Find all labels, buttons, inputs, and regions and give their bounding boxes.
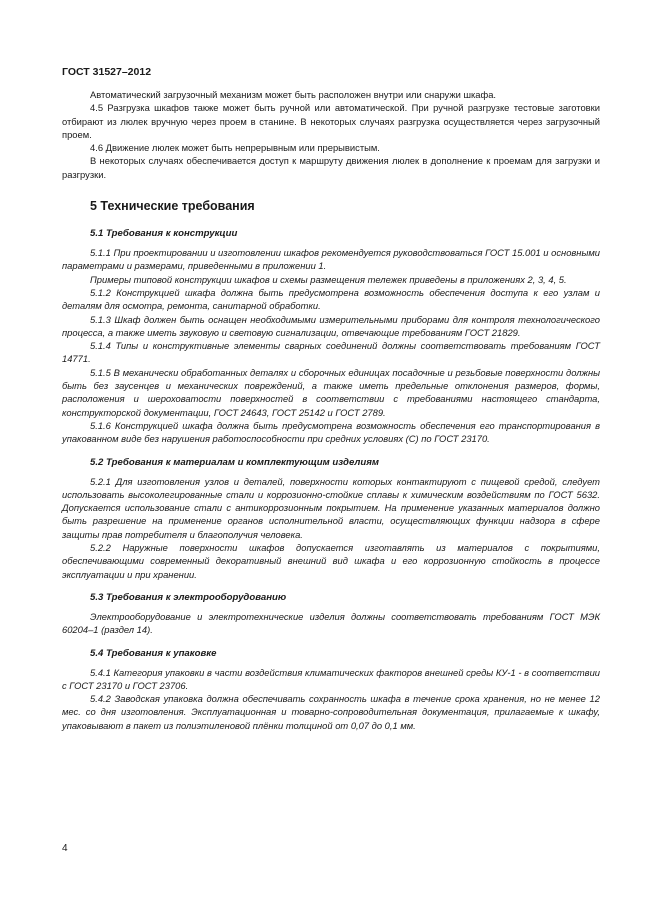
paragraph-5-1-5: 5.1.5 В механически обработанных деталях и сборочных единицах посадочные и резьбовые поверхности должны быть без заусенцев и механических повреждений, а также иметь предельные отклонения размеров, формы, расположения и шероховатости поверхностей в соответствии с требованиями настоящего стандарта, конструкторской документации, ГОСТ 24643, ГОСТ 25142 и ГОСТ 2789.	[62, 366, 600, 418]
subsection-5-2-title: 5.2 Требования к материалам и комплектующим изделиям	[90, 456, 379, 468]
paragraph-5-4-2: 5.4.2 Заводская упаковка должна обеспечивать сохранность шкафа в течение срока хранения, но не менее 12 мес. со дня изготовления. Эксплуатационная и товарно-сопроводительная документация, прилагаемые к шкафу, упаковывают в пакет из полиэтиленовой плёнки толщиной от 0,07 до 0,1 мм.	[62, 693, 600, 731]
intro-paragraph-4: В некоторых случаях обеспечивается доступ к маршруту движения люлек в дополнение к проемам для загрузки и разгрузки.	[62, 155, 600, 180]
subsection-5-1-title: 5.1 Требования к конструкции	[90, 228, 238, 240]
paragraph-5-1-2: 5.1.2 Конструкцией шкафа должна быть предусмотрена возможность обеспечения доступа к его узлам и деталям для осмотра, ремонта, санитарной обработки.	[62, 286, 600, 312]
intro-paragraph-1: Автоматический загрузочный механизм может быть расположен внутри или снаружи шкафа.	[90, 89, 497, 100]
paragraph-5-1-3: 5.1.3 Шкаф должен быть оснащен необходимыми измерительными приборами для контроля технологического процесса, а также иметь звуковую и световую сигнализации, отвечающие требованиям ГОСТ 21829.	[62, 313, 600, 338]
intro-paragraph-2: 4.5 Разгрузка шкафов также может быть ручной или автоматической. При ручной разгрузке тестовые заготовки отбирают из люлек вручную через проем в станине. В некоторых случаях разгрузка осуществляется через загрузочный проем.	[62, 102, 600, 140]
paragraph-5-1-4: 5.1.4 Типы и конструктивные элементы сварных соединений должны соответствовать требованиям ГОСТ 14771.	[62, 340, 600, 365]
paragraph-5-1-1-examples: Примеры типовой конструкции шкафов и схемы размещения тележек приведены в приложениях 2, 3, 4, 5.	[90, 273, 567, 285]
document-header: ГОСТ 31527–2012	[62, 66, 152, 78]
paragraph-5-2-1: 5.2.1 Для изготовления узлов и деталей, поверхности которых контактируют с пищевой средой, следует использовать высоколегированные стали и коррозионно-стойкие сплавы к химическим воздействиям по ГОСТ 5632. Допускается использование стали с антикоррозионным покрытием. На применение указанных материалов должно быть разрешение на применение органов исполнительной власти, осуществляющих функции надзора в сфере защиты прав потребителя и благополучия человека.	[62, 475, 600, 540]
subsection-5-3-title: 5.3 Требования к электрооборудованию	[90, 591, 287, 603]
page-number: 4	[62, 843, 68, 854]
paragraph-5-1-6: 5.1.6 Конструкцией шкафа должна быть предусмотрена возможность обеспечения его транспортирования в упакованном виде без нарушения работоспособности при средних условиях (С) по ГОСТ 23170.	[62, 419, 600, 445]
intro-paragraph-3: 4.6 Движение люлек может быть непрерывным или прерывистым.	[90, 142, 380, 154]
paragraph-5-2-2: 5.2.2 Наружные поверхности шкафов допускается изготавлять из материалов с покрытиями, обеспечивающими современный декоративный внешний вид шкафа и его коррозионную стойкость в процессе эксплуатации и при хранении.	[62, 542, 600, 580]
subsection-5-4-title: 5.4 Требования к упаковке	[90, 647, 217, 659]
paragraph-5-1-1: 5.1.1 При проектировании и изготовлении шкафов рекомендуется руководствоваться ГОСТ 15.001 и основными параметрами и размерами, приведенными в приложении 1.	[62, 247, 600, 272]
page-body	[62, 88, 600, 732]
paragraph-5-3: Электрооборудование и электротехнические изделия должны соответствовать требованиям ГОСТ МЭК 60204–1 (раздел 14).	[62, 610, 600, 636]
section-5-title: 5 Технические требования	[90, 199, 255, 214]
paragraph-5-4-1: 5.4.1 Категория упаковки в части воздействия климатических факторов внешней среды КУ-1 - в соответствии с ГОСТ 23170 и ГОСТ 23706.	[62, 666, 600, 691]
